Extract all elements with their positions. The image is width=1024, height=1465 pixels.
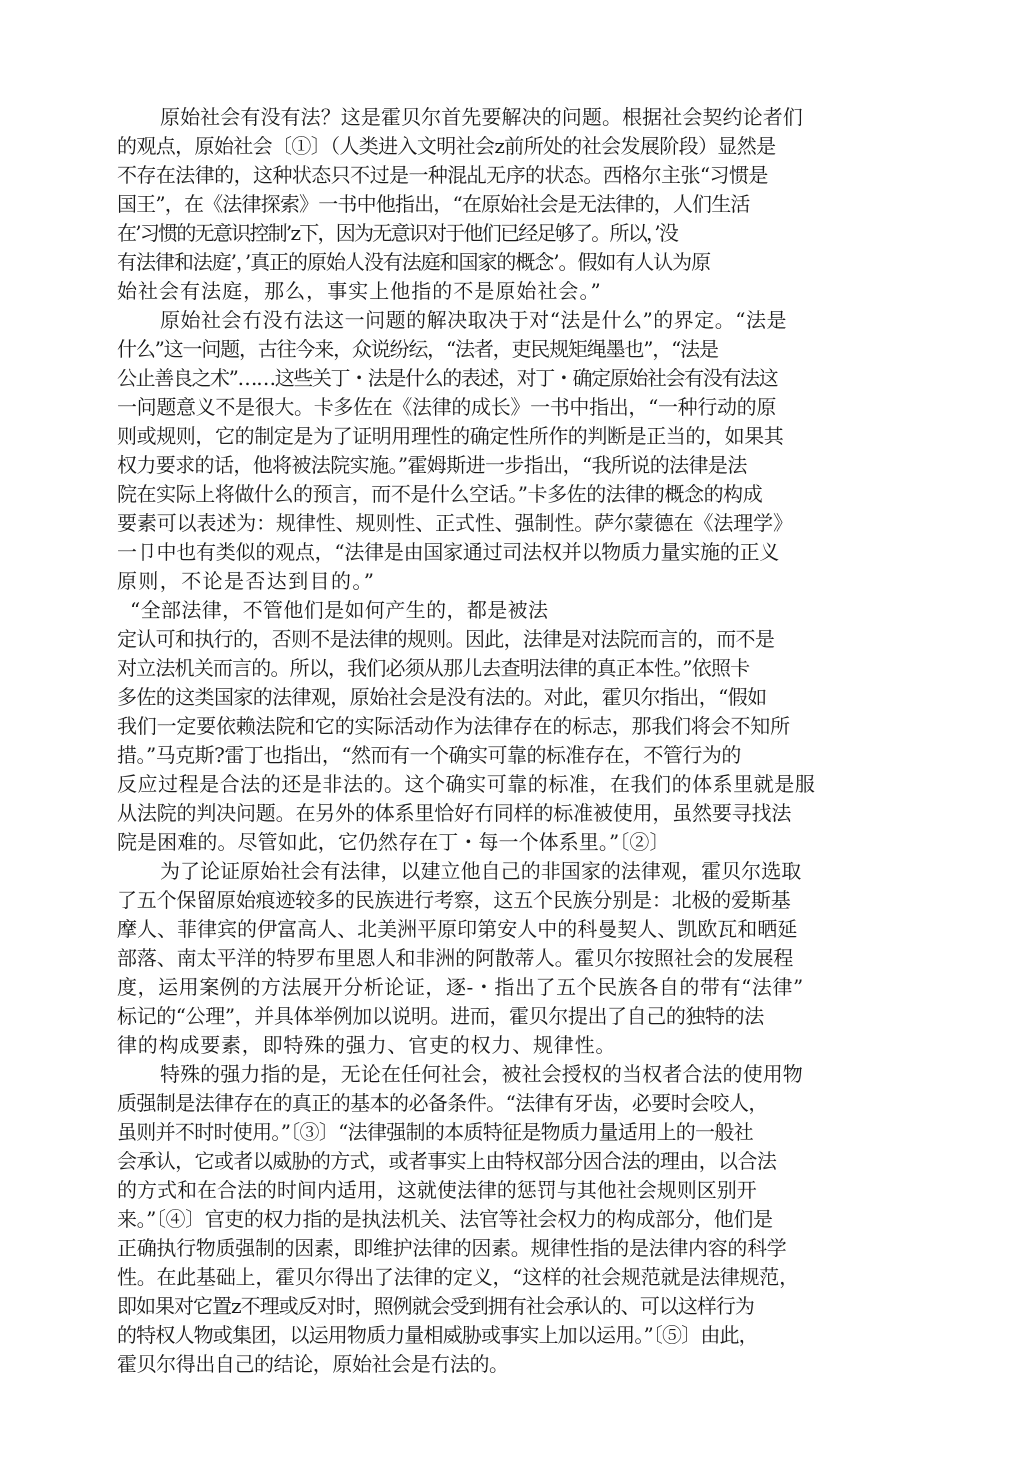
text-line: 标记的“公理”，并具体举例加以说明。进而，霍贝尔提出了自己的独特的法 [117,1004,764,1028]
text-line: 则或规则，它的制定是为了证明用理性的确定性所作的判断是正当的，如果其 [117,424,784,448]
text-line: 度，运用案例的方法展开分析论证，逐-・指出了五个民族各自的带有“法律” [117,975,804,999]
text-line: 部落、南太平洋的特罗布里恩人和非洲的阿散蒂人。霍贝尔按照社会的发展程 [117,946,794,970]
text-line: 的方式和在合法的时间内适用，这就使法律的惩罚与其他社会规则区别开 [117,1178,757,1202]
text-line: 摩人、菲律宾的伊富高人、北美洲平原印第安人中的科曼契人、凯欧瓦和晒延 [117,917,798,941]
text-line: 从法院的判决问题。在另外的体系里恰好冇同样的标准被使用，虽然要寻找法 [117,801,792,825]
text-line: 在’习惯的无意识控制’z下，因为无意识对于他们已经足够了。所以，’没 [117,221,678,245]
text-line: 了五个保留原始痕迹较多的民族进行考察，这五个民族分别是：北极的爱斯基 [117,888,791,912]
text-line: 律的构成要素，即特殊的强力、官吏的权力、规律性。 [117,1033,617,1057]
text-line: 国王”，在《法律探索》一书中他指出，“在原始社会是无法律的，人们生活 [117,192,750,216]
text-line: 公止善良之术”……这些关丁・法是什么的表述，对丁・确定原始社会有没有法这 [117,366,778,390]
text-line: “全部法律，不管他们是如何产生的，都是被法 [130,598,549,622]
text-line: 会承认，它或者以威胁的方式，或者事实上由特权部分因合法的理由，以合法 [117,1149,777,1173]
text-line: 定认可和执行的，否则不是法律的规则。因此，法律是对法院而言的，而不是 [117,627,775,651]
text-line: 虽则并不时时使用。”〔③〕“法律强制的本质特征是物质力量适用上的一般社 [117,1120,753,1144]
text-line: 来。”〔④〕官吏的权力指的是执法机关、法官等社会权力的构成部分，他们是 [117,1207,773,1231]
text-line: 始社会有法庭，那么，事实上他指的不是原始社会。” [117,279,602,303]
text-line: 原始社会有没有法？这是霍贝尔首先要解决的问题。根据社会契约论者们 [160,105,803,129]
text-line: 不存在法律的，这种状态只不过是一种混乩无序的状态。西格尔主张“习惯是 [117,163,768,187]
text-line: 有法律和法庭’，’真正的原始人没有法庭和国家的概念’。假如有人认为原 [117,250,711,274]
text-line: 原始社会冇没冇法这一问题的解决取决于对“法是什么”的界定。“法是 [160,308,787,332]
text-line: 为了论证原始社会有法律，以建立他自己的非国家的法律观，霍贝尔选取 [160,859,802,883]
text-line: 要素可以表述为：规律性、规则性、正式性、强制性。萨尔蒙德在《法理学》 [117,511,793,535]
text-line: 性。在此基础上，霍贝尔得出了法律的定义，“这样的社会规范就是法律规范， [117,1265,799,1289]
text-line: 权力要求的话，他将被法院实施。”霍姆斯进一步指出，“我所说的法律是法 [117,453,747,477]
text-line: 院在实际上将做什么的预言，而不是什么空话。”卡多佐的法律的概念的构成 [117,482,763,506]
text-line: 霍贝尔得出自己的结论，原始社会是冇法的。 [117,1352,509,1376]
text-line: 我们一定要依赖法院和它的实际活动作为法律存在的标志，那我们将会不知所 [117,714,790,738]
text-line: 对立法机关而言的。所以，我们必须从那儿去查明法律的真正本性。”依照卡 [117,656,750,680]
text-line: 措。”马克斯?雷丁也指出，“然而有一个确实可靠的标准存在，不管行为的 [117,743,741,767]
text-line: 什么”这一问题，古往今来，众说纷纭，“法者，吏民规矩绳墨也”，“法是 [117,337,718,361]
text-line: 正确执行物质强制的因素，即维护法律的因素。规律性指的是法律内容的科学 [117,1236,787,1260]
text-line: 的观点，原始社会〔①〕（人类进入文明社会z前所处的社会发展阶段）显然是 [117,134,776,158]
text-line: 原则，不论是否达到目的。” [117,569,376,593]
text-line: 多佐的这类国家的法律观，原始社会是没有法的。对此，霍贝尔指出，“假如 [117,685,767,709]
text-line: 特殊的强力指的是，无论在任何社会，被社会授权的当权者合法的使用物 [160,1062,803,1086]
text-line: 即如果对它置z不理或反对时，照例就会受到拥有社会承认的、可以这样行为 [117,1294,754,1318]
text-line: 院是困难的。尽管如此，它仍然存在丁・每一个体系里。”〔②〕 [117,830,670,854]
text-line: 一问题意义不是很大。卡多佐在《法律的成长》一书中指出，“一种行动的原 [117,395,777,419]
text-line: 质强制是法律存在的真正的基本的必备条件。“法律有牙齿，必要时会咬人， [117,1091,768,1115]
text-line: 的特权人物或集团，以运用物质力量相威胁或事实上加以运用。”〔⑤〕由此， [117,1323,758,1347]
text-line: 一卩中也有类似的观点，“法律是由国家通过司法权并以物质力量实施的正义 [117,540,780,564]
text-line: 反应过程是合法的还是非法的。这个确实可靠的标准，在我们的体系里就是服 [117,772,816,796]
